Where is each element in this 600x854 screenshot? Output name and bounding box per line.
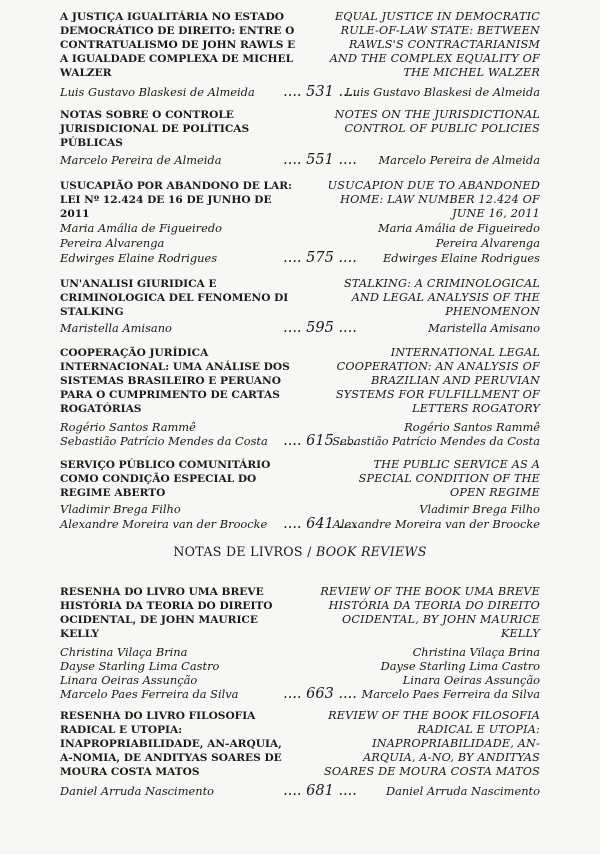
page-number: .... 641 .... (283, 516, 357, 532)
author-en: Vladimir Brega Filho (419, 502, 540, 516)
page-number: .... 595 .... (283, 320, 357, 336)
author-en: Marcelo Paes Ferreira da Silva (361, 687, 540, 701)
title-en: USUCAPION DUE TO ABANDONED HOME: LAW NUMBER 12.424 OF JUNE 16, 2011 (327, 179, 540, 220)
author-en: Dayse Starling Lima Castro (380, 659, 540, 673)
author-en: Maristella Amisano (428, 321, 540, 335)
author-en: Rogério Santos Rammê (404, 420, 540, 434)
author-en: Maria Amália de Figueiredo Pereira Alvarenga (377, 221, 540, 250)
review-entry (60, 709, 540, 801)
author-pt: Dayse Starling Lima Castro (60, 659, 220, 673)
author-pt: Maristella Amisano (60, 321, 172, 335)
author-en: Edwirges Elaine Rodrigues (382, 251, 540, 265)
section-heading (0, 544, 600, 560)
author-en: Alexandre Moreira van der Broocke (332, 517, 540, 531)
author-en: Christina Vilaça Brina (412, 645, 540, 659)
toc-entry (60, 458, 540, 532)
author-pt: Daniel Arruda Nascimento (60, 784, 215, 798)
section-title-pt: NOTAS DE LIVROS / (173, 544, 312, 559)
page-number: .... 551 .... (283, 152, 357, 168)
toc-entry (60, 346, 540, 448)
title-en: INTERNATIONAL LEGAL COOPERATION: AN ANALYSIS OF BRAZILIAN AND PERUVIAN SYSTEMS FOR FULFILLMENT OF LETTERS ROGATORY (335, 346, 540, 415)
title-pt: NOTAS SOBRE O CONTROLE JURISDICIONAL DE POLÍTICAS PÚBLICAS (60, 109, 250, 149)
page-number: .... 575 .... (283, 250, 357, 266)
title-en: THE PUBLIC SERVICE AS A SPECIAL CONDITION OF THE OPEN REGIME (358, 458, 540, 499)
page-number: .... 663 .... (283, 686, 357, 702)
author-pt: Vladimir Brega Filho (60, 502, 181, 516)
title-pt: SERVIÇO PÚBLICO COMUNITÁRIO COMO CONDIÇÃO ESPECIAL DO REGIME ABERTO (60, 459, 271, 499)
author-pt: Marcelo Paes Ferreira da Silva (60, 687, 239, 701)
author-en: Luis Gustavo Blaskesi de Almeida (345, 85, 540, 99)
title-en: STALKING: A CRIMINOLOGICAL AND LEGAL ANALYSIS OF THE PHENOMENON (344, 277, 540, 318)
title-pt: RESENHA DO LIVRO FILOSOFIA RADICAL E UTOPIA: INAPROPRIABILIDADE, AN-ARQUIA, A-NOMIA, DE ANDITYAS SOARES DE MOURA COSTA MATOS (60, 710, 282, 778)
toc-entry (60, 108, 540, 170)
title-en: EQUAL JUSTICE IN DEMOCRATIC RULE-OF-LAW STATE: BETWEEN RAWLS'S CONTRACTARIANISM AND THE COMPLEX EQUALITY OF THE MICHEL WALZER (329, 10, 540, 79)
title-en: REVIEW OF THE BOOK UMA BREVE HISTÓRIA DA TEORIA DO DIREITO OCIDENTAL, BY JOHN MAURICE KELLY (320, 585, 540, 640)
page-number: .... 531 .... (283, 84, 357, 100)
author-pt: Alexandre Moreira van der Broocke (60, 517, 268, 531)
author-pt: Rogério Santos Rammê (60, 420, 196, 434)
page-number: .... 681 .... (283, 783, 357, 799)
author-en: Daniel Arruda Nascimento (385, 784, 540, 798)
author-pt: Maria Amália de Figueiredo Pereira Alvarenga (60, 221, 223, 250)
title-pt: UN'ANALISI GIURIDICA E CRIMINOLOGICA DEL FENOMENO DI STALKING (60, 278, 289, 318)
author-en: Linara Oeiras Assunção (402, 673, 540, 687)
author-pt: Luis Gustavo Blaskesi de Almeida (60, 85, 255, 99)
author-pt: Sebastião Patrício Mendes da Costa (60, 434, 268, 448)
title-pt: USUCAPIÃO POR ABANDONO DE LAR: LEI Nº 12.424 DE 16 DE JUNHO DE 2011 (60, 180, 292, 220)
author-en: Marcelo Pereira de Almeida (378, 153, 540, 167)
title-pt: RESENHA DO LIVRO UMA BREVE HISTÓRIA DA TEORIA DO DIREITO OCIDENTAL, DE JOHN MAURICE KELLY (60, 586, 273, 640)
section-title-en: BOOK REVIEWS (315, 544, 427, 559)
title-en: NOTES ON THE JURISDICTIONAL CONTROL OF PUBLIC POLICIES (334, 108, 540, 135)
author-pt: Marcelo Pereira de Almeida (60, 153, 222, 167)
page-number: .... 615 .... (283, 433, 357, 449)
author-pt: Edwirges Elaine Rodrigues (60, 251, 218, 265)
toc-entry (60, 179, 540, 267)
title-pt: COOPERAÇÃO JURÍDICA INTERNACIONAL: UMA ANÁLISE DOS SISTEMAS BRASILEIRO E PERUANO PARA O CUMPRIMENTO DE CARTAS ROGATÓRIAS (60, 347, 290, 415)
title-pt: A JUSTIÇA IGUALITÁRIA NO ESTADO DEMOCRÁTICO DE DIREITO: ENTRE O CONTRATUALISMO DE JOHN RAWLS E A IGUALDADE COMPLEXA DE MICHEL WALZER (60, 11, 296, 79)
toc-entry (60, 277, 540, 339)
author-pt: Christina Vilaça Brina (60, 645, 188, 659)
author-pt: Linara Oeiras Assunção (60, 673, 198, 687)
title-en: REVIEW OF THE BOOK FILOSOFIA RADICAL E UTOPIA: INAPROPRIABILIDADE, AN-ARQUIA, A-NO, BY ANDITYAS SOARES DE MOURA COSTA MATOS (323, 709, 540, 778)
review-entry (60, 585, 540, 703)
author-en: Sebastião Patrício Mendes da Costa (332, 434, 540, 448)
toc-entry (60, 10, 540, 100)
